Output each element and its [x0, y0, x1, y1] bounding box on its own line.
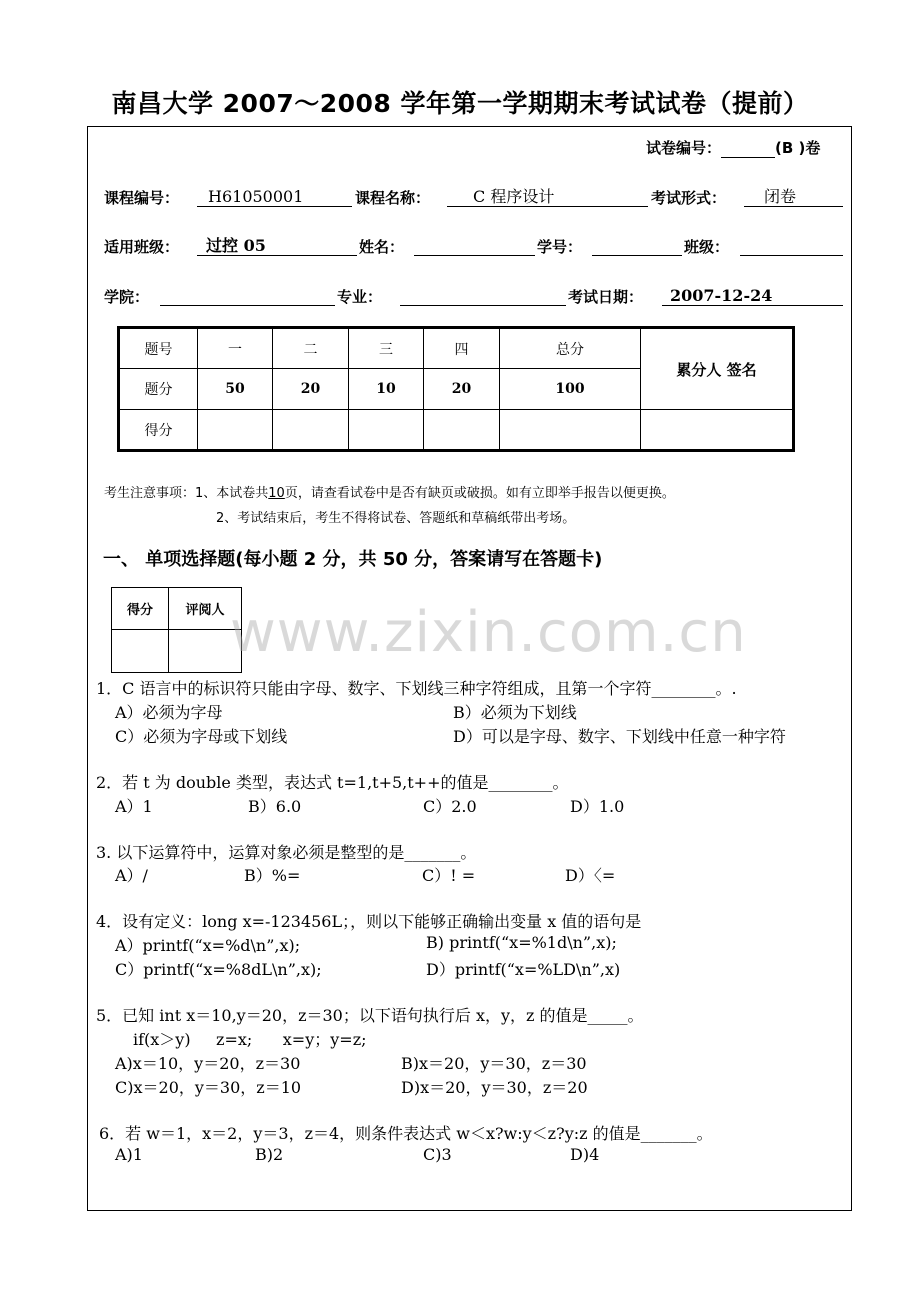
signer-cell: 累分人 签名 [641, 328, 794, 410]
q3-option-a: A）/ [115, 866, 148, 885]
q5-option-c: C)x＝20，y＝30，z＝10 [115, 1078, 302, 1097]
q2-option-d: D）1.0 [570, 797, 625, 816]
q5-stem: 5．已知 int x＝10,y＝20，z＝30；以下语句执行后 x，y，z 的值是_____。 [96, 1006, 644, 1025]
course-code-label: 课程编号： [104, 189, 180, 207]
row-label-question-no: 题号 [119, 328, 198, 369]
q2-option-c: C）2.0 [423, 797, 477, 816]
class-scope-label: 适用班级： [104, 238, 180, 256]
notes-line-2: 2、考试结束后，考生不得将试卷、答题纸和草稿纸带出考场。 [216, 511, 576, 526]
exam-form-field: 闭卷 [744, 187, 843, 207]
exam-date-label: 考试日期： [568, 288, 644, 306]
paper-number-suffix: (B )卷 [775, 139, 821, 157]
grader-reviewer-label: 评阅人 [169, 588, 242, 630]
col-2: 二 [273, 328, 349, 369]
score-4 [424, 410, 500, 451]
class-field [740, 236, 843, 256]
score-table [117, 326, 795, 452]
q1-option-c: C）必须为字母或下划线 [115, 727, 288, 746]
score-3 [349, 410, 424, 451]
points-4: 20 [424, 369, 500, 410]
course-name-label: 课程名称： [355, 189, 431, 207]
score-total [500, 410, 641, 451]
college-label: 学院： [104, 288, 150, 306]
course-name-field: C 程序设计 [447, 187, 648, 207]
q4-option-c: C）printf(“x=%8dL\n”,x); [115, 960, 322, 979]
q1-option-a: A）必须为字母 [115, 703, 223, 722]
col-1: 一 [198, 328, 273, 369]
class-label: 班级： [684, 238, 730, 256]
points-total: 100 [500, 369, 641, 410]
paper-number-label: 试卷编号： [646, 139, 722, 157]
major-field [400, 286, 566, 306]
course-code-field: H61050001 [197, 187, 352, 207]
page-count: 10 [268, 486, 285, 501]
section-1-title: 一、 单项选择题(每小题 2 分，共 50 分，答案请写在答题卡) [103, 549, 603, 570]
col-4: 四 [424, 328, 500, 369]
q3-stem: 3. 以下运算符中，运算对象必须是整型的是_______。 [96, 843, 477, 862]
col-3: 三 [349, 328, 424, 369]
name-label: 姓名： [359, 238, 405, 256]
q5-option-a: A)x＝10，y＝20，z＝30 [115, 1054, 301, 1073]
q6-option-b: B)2 [255, 1145, 284, 1164]
q1-option-b: B）必须为下划线 [453, 703, 577, 722]
watermark: www.zixin.com.cn [230, 600, 747, 665]
points-3: 10 [349, 369, 424, 410]
points-1: 50 [198, 369, 273, 410]
q1-option-d: D）可以是字母、数字、下划线中任意一种字符 [453, 727, 786, 746]
paper-number-row [646, 137, 820, 158]
major-label: 专业： [337, 288, 383, 306]
q1-stem: 1．C 语言中的标识符只能由字母、数字、下划线三种字符组成，且第一个字符________。. [96, 679, 737, 698]
college-field [160, 286, 335, 306]
student-number-label: 学号： [537, 238, 583, 256]
q3-option-b: B）%= [244, 866, 301, 885]
grader-score-blank [112, 630, 169, 673]
q6-option-d: D)4 [570, 1145, 600, 1164]
q2-option-a: A）1 [115, 797, 153, 816]
q6-stem: 6．若 w＝1，x＝2，y＝3，z＝4，则条件表达式 w＜x?w:y＜z?y:z 的值是_______。 [99, 1124, 713, 1143]
q2-stem: 2．若 t 为 double 类型，表达式 t=1,t+5,t++的值是________。 [96, 773, 569, 792]
q4-stem: 4．设有定义：long x=-123456L；，则以下能够正确输出变量 x 值的语句是 [96, 912, 642, 931]
exam-date-field: 2007-12-24 [662, 286, 843, 306]
name-field [414, 236, 535, 256]
row-label-score: 得分 [119, 410, 198, 451]
q4-option-b: B) printf(“x=%1d\n”,x); [426, 933, 617, 952]
q5-code: if(x＞y) z=x; x=y；y=z; [133, 1030, 367, 1049]
exam-form-label: 考试形式： [651, 189, 727, 207]
q6-option-a: A)1 [115, 1145, 143, 1164]
score-1 [198, 410, 273, 451]
class-scope-field: 过控 05 [197, 236, 357, 256]
grader-score-label: 得分 [112, 588, 169, 630]
q4-option-d: D）printf(“x=%LD\n”,x) [426, 960, 621, 979]
paper-number-blank [721, 138, 775, 158]
q3-option-c: C）! = [422, 866, 476, 885]
q4-option-a: A）printf(“x=%d\n”,x); [115, 936, 301, 955]
notes-line-1: 考生注意事项：1、本试卷共10页，请查看试卷中是否有缺页或破损。如有立即举手报告以便更换。 [104, 486, 675, 501]
grader-table [111, 587, 242, 673]
q2-option-b: B）6.0 [248, 797, 302, 816]
q5-option-b: B)x＝20，y＝30，z＝30 [401, 1054, 587, 1073]
row-label-points: 题分 [119, 369, 198, 410]
student-number-field [592, 236, 682, 256]
col-total: 总分 [500, 328, 641, 369]
signer-blank [641, 410, 794, 451]
points-2: 20 [273, 369, 349, 410]
q6-option-c: C)3 [423, 1145, 452, 1164]
q3-option-d: D）〈= [565, 866, 616, 885]
exam-title: 南昌大学 2007～2008 学年第一学期期末考试试卷（提前） [111, 89, 809, 118]
score-2 [273, 410, 349, 451]
q5-option-d: D)x＝20，y＝30，z＝20 [401, 1078, 588, 1097]
